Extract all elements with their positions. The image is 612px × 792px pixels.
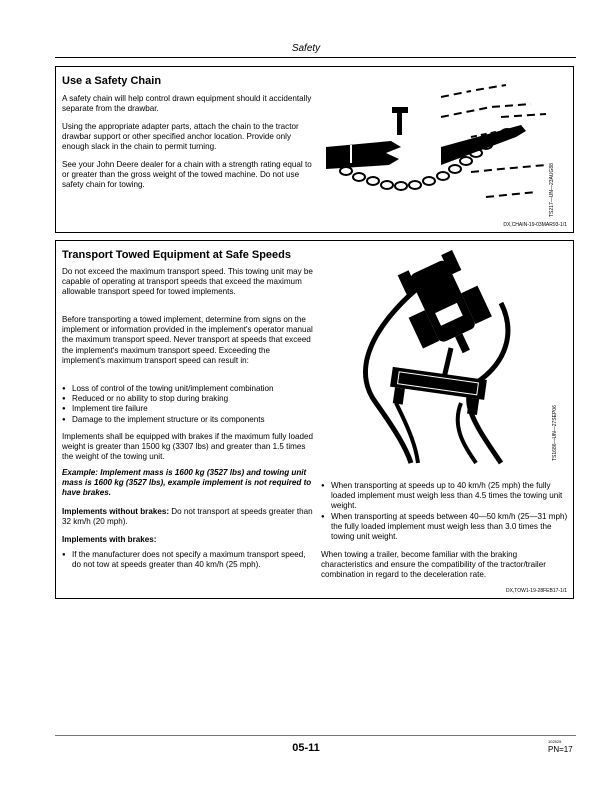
section-title: Transport Towed Equipment at Safe Speeds bbox=[62, 249, 292, 261]
no-brakes-text: Do not transport at speeds greater than 32 km/h (20 mph). bbox=[62, 507, 313, 527]
list-item: ● Implement tire failure bbox=[62, 404, 322, 414]
paragraph: Before transporting a towed implement, determine from signs on the implement or information provided in the implement's operator manual the maximum transport speed. Never transport at speeds that exceed the implement's maximum transport speed. Exceeding the implement's maximum transport speed can result in: bbox=[62, 315, 313, 365]
result-list bbox=[62, 384, 322, 425]
list-item: ● Loss of control of the towing unit/implement combination bbox=[62, 384, 322, 394]
footer-code: 102525 bbox=[548, 739, 562, 744]
safety-chain-illustration bbox=[321, 77, 556, 212]
list-item: ● When transporting at speeds up to 40 km/h (25 mph) the fully loaded implement must weigh less than 4.5 times the towing unit weight. bbox=[321, 481, 569, 512]
section-title: Use a Safety Chain bbox=[62, 75, 162, 87]
paragraph: Implements shall be equipped with brakes if the maximum fully loaded weight is greater than 1500 kg (3307 lbs) and greater than 1.5 times the weight of the towing unit. bbox=[62, 432, 314, 462]
example-text: Example: Implement mass is 1600 kg (3527 lbs) and towing unit mass is 1600 kg (3527 lbs), example implement is not required to have brakes. bbox=[62, 468, 312, 498]
no-brakes-paragraph bbox=[62, 507, 314, 527]
with-brakes-label: Implements with brakes: bbox=[62, 535, 157, 544]
pn-label: PN=17 bbox=[548, 745, 573, 754]
running-header: Safety bbox=[291, 43, 321, 54]
paragraph: Do not exceed the maximum transport speed. This towing unit may be capable of operating at transport speeds that exceed the maximum allowable transport speed for towed implements. bbox=[62, 267, 313, 297]
footer-rule bbox=[55, 735, 576, 736]
reference-code: DX,TOW1-19-28FEB17-1/1 bbox=[505, 588, 567, 594]
list-item: ● Reduced or no ability to stop during braking bbox=[62, 394, 322, 404]
paragraph: Using the appropriate adapter parts, attach the chain to the tractor drawbar support or other specified anchor location. Provide only enough slack in the chain to permit turning. bbox=[62, 122, 299, 152]
transport-speed-section bbox=[55, 240, 574, 599]
paragraph: A safety chain will help control drawn equipment should it accidentally separate from the drawbar. bbox=[62, 94, 312, 114]
list-item: ● Damage to the implement structure or its components bbox=[62, 415, 322, 425]
figure-code: TS1686—UN—27SEP06 bbox=[552, 405, 558, 461]
list-item: ● When transporting at speeds between 40—50 km/h (25—31 mph) the fully loaded implement must weigh less than 3.0 times the towing unit weight. bbox=[321, 512, 569, 543]
speed-weight-list bbox=[321, 481, 569, 542]
no-brakes-label: Implements without brakes: bbox=[62, 507, 170, 516]
safety-chain-section bbox=[55, 66, 574, 233]
figure-code: TS217—UN—23AUG88 bbox=[549, 163, 555, 217]
list-item: ● If the manufacturer does not specify a maximum transport speed, do not tow at speeds greater than 40 km/h (25 mph). bbox=[62, 550, 310, 570]
with-brakes-list bbox=[62, 550, 310, 570]
header-rule bbox=[55, 57, 576, 58]
paragraph: See your John Deere dealer for a chain with a strength rating equal to or greater than the gross weight of the towed machine. Do not use safety chain for towing. bbox=[62, 160, 312, 190]
tractor-towing-illustration bbox=[356, 253, 556, 463]
closing-paragraph: When towing a trailer, become familiar with the braking characteristics and ensure the compatibility of the tractor/trailer combination in regard to the deceleration rate. bbox=[321, 550, 546, 580]
reference-code: DX,CHAIN-19-03MAR93-1/1 bbox=[503, 222, 567, 228]
page-number: 05-11 bbox=[292, 742, 320, 754]
